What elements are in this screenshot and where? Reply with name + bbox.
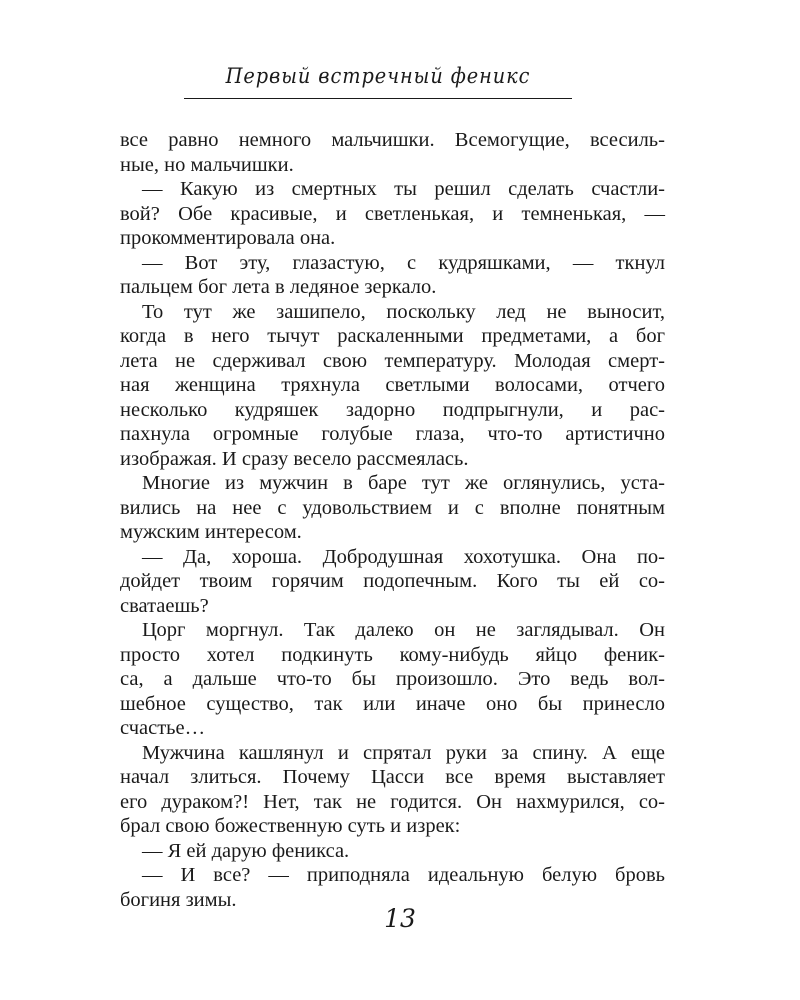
text-line: — Я ей дарую феникса.: [142, 839, 350, 862]
text-line: Мужчина кашлянул и спрятал руки за спину. А еще: [142, 741, 665, 764]
text-line: счастье…: [120, 717, 206, 739]
text-line: ная женщина тряхнула светлыми волосами, отчего: [120, 374, 665, 396]
text-line: То тут же зашипело, поскольку лед не выносит,: [142, 300, 665, 323]
text-line: ные, но мальчишки.: [120, 153, 294, 176]
text-line: — Какую из смертных ты решил сделать счастли-: [142, 178, 665, 200]
text-line: Цорг моргнул. Так далеко он не заглядывал. Он: [142, 619, 665, 641]
text-line: несколько кудряшек задорно подпрыгнули, и рас-: [120, 398, 665, 421]
text-line: просто хотел подкинуть кому-нибудь яйцо феник-: [120, 643, 665, 666]
text-line: мужским интересом.: [120, 521, 302, 543]
text-line: шебное существо, так или иначе оно бы принесло: [120, 692, 665, 715]
text-line: прокомментировала она.: [120, 227, 336, 249]
text-line: пальцем бог лета в ледяное зеркало.: [120, 276, 437, 298]
header-rule: [184, 98, 572, 99]
text-line: брал свою божественную суть и изрек:: [120, 815, 461, 837]
text-line: Многие из мужчин в баре тут же оглянулись, уста-: [142, 472, 665, 494]
text-line: начал злиться. Почему Цасси все время выставляет: [120, 766, 665, 788]
text-line: — И все? — приподняла идеальную белую бровь: [142, 864, 665, 886]
text-line: лета не сдерживал свою температуру. Молодая смерт-: [120, 349, 665, 372]
running-title: Первый встречный феникс: [225, 64, 531, 88]
body-text: [120, 128, 665, 912]
text-line: изображая. И сразу весело рассмеялась.: [120, 447, 469, 470]
text-line: все равно немного мальчишки. Всемогущие, всесиль-: [120, 129, 665, 151]
text-line: сватаешь?: [120, 594, 209, 617]
text-line: — Вот эту, глазастую, с кудряшками, — ткнул: [142, 251, 665, 274]
page-number: 13: [384, 904, 416, 933]
text-line: вились на нее с удовольствием и с вполне понятным: [120, 496, 665, 519]
text-line: его дураком?! Нет, так не годится. Он нахмурился, со-: [120, 790, 665, 813]
text-line: са, а дальше что-то бы произошло. Это ведь вол-: [120, 668, 665, 690]
text-line: вой? Обе красивые, и светленькая, и темненькая, —: [120, 202, 665, 225]
text-line: когда в него тычут раскаленными предметами, а бог: [120, 325, 665, 347]
text-line: — Да, хороша. Добродушная хохотушка. Она по-: [142, 545, 665, 568]
text-line: богиня зимы.: [120, 888, 237, 911]
text-line: пахнула огромные голубые глаза, что-то артистично: [120, 423, 665, 445]
text-line: дойдет твоим горячим подопечным. Кого ты ей со-: [120, 570, 665, 592]
